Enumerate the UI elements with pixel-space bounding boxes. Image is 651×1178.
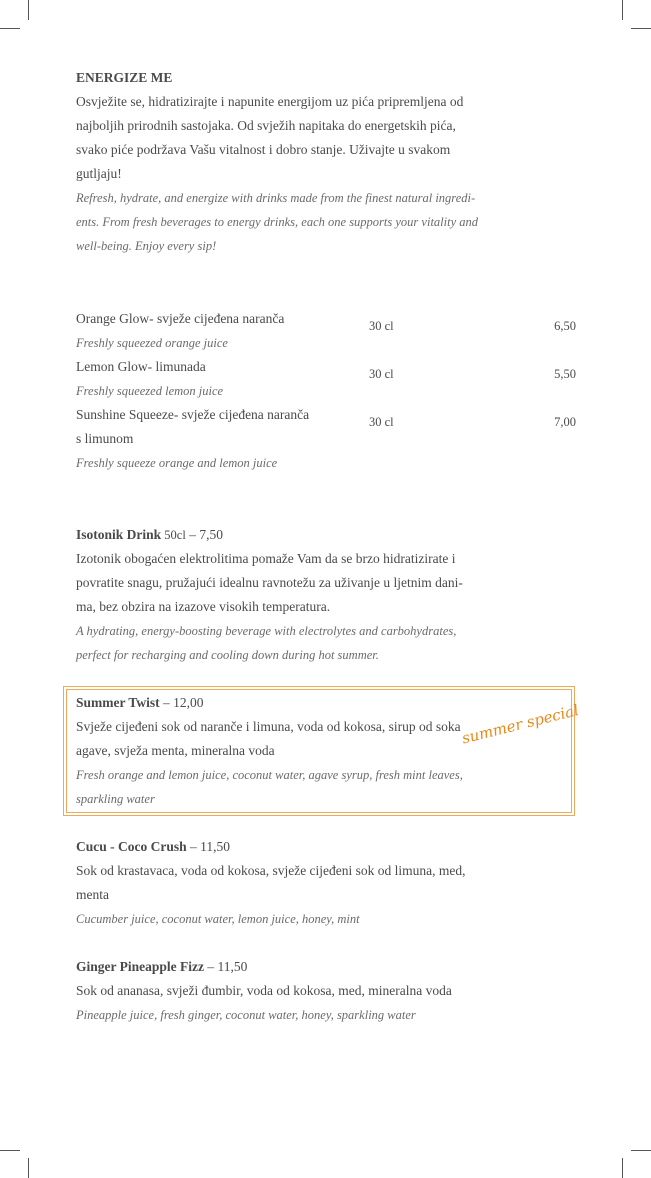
item-name: Isotonik Drink bbox=[76, 527, 162, 542]
item-price: – 7,50 bbox=[185, 527, 223, 542]
menu-item-orange-glow bbox=[76, 307, 576, 355]
item-description-en: perfect for recharging and cooling down during hot summer. bbox=[76, 648, 379, 662]
item-name: Orange Glow- svježe cijeđena naranča bbox=[76, 311, 285, 326]
item-description-en: Freshly squeeze orange and lemon juice bbox=[76, 456, 278, 470]
menu-item-ginger-pineapple-fizz bbox=[76, 955, 516, 1027]
item-name: Cucu - Coco Crush bbox=[76, 839, 187, 854]
crop-mark bbox=[0, 1150, 20, 1151]
intro-text-hr: najboljih prirodnih sastojaka. Od svježih napitaka do energetskih pića, bbox=[76, 118, 456, 133]
item-description-hr: Svježe cijeđeni sok od naranče i limuna, voda od kokosa, sirup od soka bbox=[76, 719, 461, 734]
item-description-en: Freshly squeezed lemon juice bbox=[76, 384, 224, 398]
crop-mark bbox=[28, 1158, 29, 1178]
crop-mark bbox=[622, 1158, 623, 1178]
item-price: – 11,50 bbox=[204, 959, 248, 974]
menu-item-sunshine-squeeze bbox=[76, 403, 576, 475]
item-price: – 11,50 bbox=[186, 839, 231, 854]
crop-mark bbox=[631, 28, 651, 29]
item-description-hr: agave, svježa menta, mineralna voda bbox=[76, 743, 275, 758]
section-heading: ENERGIZE ME bbox=[76, 70, 173, 85]
crop-mark bbox=[631, 1150, 651, 1151]
intro-text-en: Refresh, hydrate, and energize with drinks made from the finest natural ingredi- bbox=[76, 191, 476, 205]
intro-text-en: well-being. Enjoy every sip! bbox=[76, 239, 217, 253]
item-description-en: sparkling water bbox=[76, 792, 155, 806]
item-price: 7,00 bbox=[554, 415, 576, 429]
item-name: Summer Twist bbox=[76, 695, 160, 710]
item-description-hr: Sok od ananasa, svježi đumbir, voda od kokosa, med, mineralna voda bbox=[76, 983, 452, 998]
menu-item-lemon-glow bbox=[76, 355, 576, 403]
menu-item-cucu-coco-crush bbox=[76, 835, 516, 931]
crop-mark bbox=[0, 28, 20, 29]
menu-item-isotonik bbox=[76, 523, 516, 667]
crop-mark bbox=[622, 0, 623, 20]
intro-text-hr: svako piće podržava Vašu vitalnost i dobro stanje. Uživajte u svakom bbox=[76, 142, 451, 157]
item-volume: 30 cl bbox=[369, 415, 394, 429]
item-description-en: Fresh orange and lemon juice, coconut water, agave syrup, fresh mint leaves, bbox=[76, 768, 463, 782]
intro-text-hr: gutljaju! bbox=[76, 166, 122, 181]
item-price: 5,50 bbox=[554, 367, 576, 381]
item-name: Lemon Glow- limunada bbox=[76, 359, 206, 374]
item-volume: 30 cl bbox=[369, 367, 394, 381]
intro-section bbox=[76, 66, 516, 258]
item-name: Ginger Pineapple Fizz bbox=[76, 959, 204, 974]
summer-special-tag: summer special bbox=[460, 701, 581, 748]
item-description-hr: Sok od krastavaca, voda od kokosa, svježe cijeđeni sok od limuna, med, bbox=[76, 863, 466, 878]
item-name-continued: s limunom bbox=[76, 431, 134, 446]
item-description-hr: menta bbox=[76, 887, 109, 902]
intro-text-hr: Osvježite se, hidratizirajte i napunite energijom uz pića pripremljena od bbox=[76, 94, 464, 109]
item-description-en: Freshly squeezed orange juice bbox=[76, 336, 228, 350]
item-volume: 50cl bbox=[161, 528, 186, 542]
item-description-hr: Izotonik obogaćen elektrolitima pomaže Vam da se brzo hidratizirate i bbox=[76, 551, 456, 566]
item-name: Sunshine Squeeze- svježe cijeđena naranča bbox=[76, 407, 310, 422]
crop-mark bbox=[28, 0, 29, 20]
item-price: 6,50 bbox=[554, 319, 576, 333]
item-description-en: Cucumber juice, coconut water, lemon juice, honey, mint bbox=[76, 912, 360, 926]
intro-text-en: ents. From fresh beverages to energy drinks, each one supports your vitality and bbox=[76, 215, 479, 229]
item-price: – 12,00 bbox=[159, 695, 204, 710]
item-volume: 30 cl bbox=[369, 319, 394, 333]
item-description-hr: ma, bez obzira na izazove visokih temperatura. bbox=[76, 599, 331, 614]
item-description-en: Pineapple juice, fresh ginger, coconut water, honey, sparkling water bbox=[76, 1008, 416, 1022]
menu-item-summer-twist bbox=[76, 691, 516, 811]
item-description-hr: povratite snagu, pružajući idealnu ravnotežu za uživanje u ljetnim dani- bbox=[76, 575, 463, 590]
item-description-en: A hydrating, energy-boosting beverage with electrolytes and carbohydrates, bbox=[76, 624, 457, 638]
